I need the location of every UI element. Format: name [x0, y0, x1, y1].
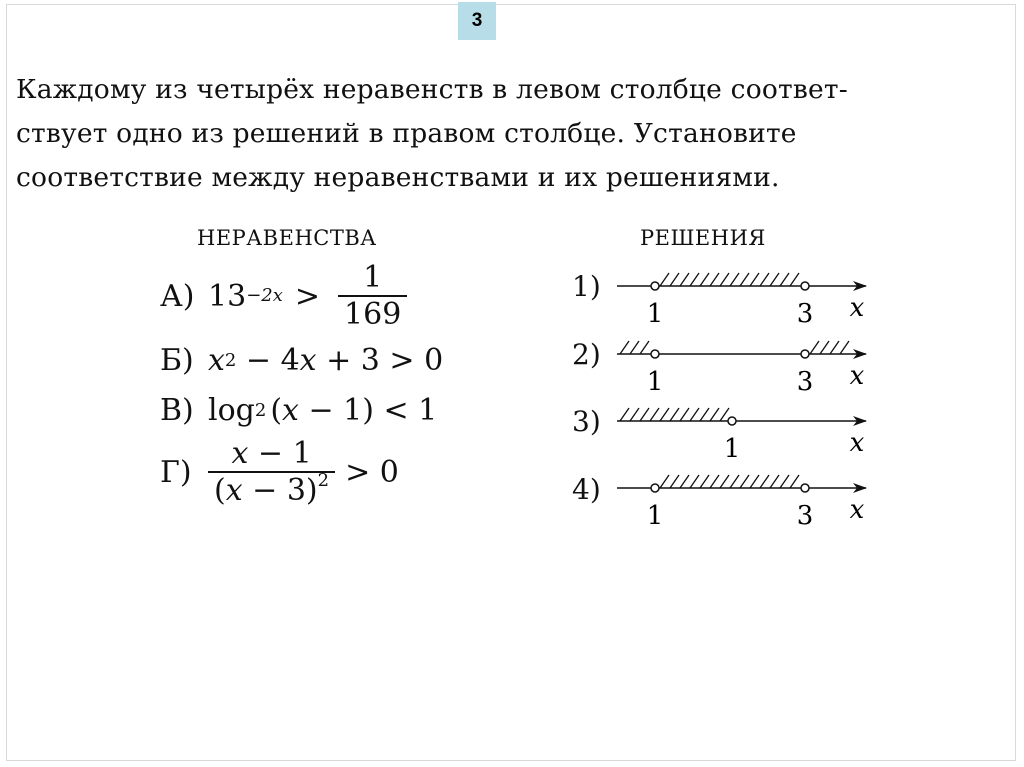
task-line: соответствие между неравенствами и их решениями.: [16, 162, 780, 193]
inequalities-header: НЕРАВЕНСТВА: [197, 226, 377, 250]
hatching: [660, 273, 799, 286]
tick-label: 1: [646, 501, 664, 531]
inequality-label: В): [160, 393, 194, 428]
solution-label-2: 2): [572, 338, 601, 371]
open-point: [651, 350, 659, 358]
open-point: [801, 484, 809, 492]
open-point: [728, 417, 736, 425]
variable: x: [299, 343, 317, 378]
expression-part: − 4: [236, 343, 300, 378]
number-line-4: [617, 475, 866, 531]
tick-label: 1: [646, 299, 664, 329]
number-line-1: [617, 273, 866, 329]
axis-label: x: [849, 293, 865, 323]
tick-label: 3: [796, 367, 814, 397]
expression-part: − 1: [248, 436, 312, 471]
axis-label: x: [849, 428, 865, 458]
inequality-a: А) 13 −2x > $\frac{1}{169}$: [160, 262, 413, 330]
denominator: 169: [338, 295, 407, 331]
expression-part: + 3 > 0: [316, 343, 444, 378]
open-point: [801, 282, 809, 290]
axis-label: x: [849, 495, 865, 525]
inequality-label: А): [160, 278, 195, 314]
sign: >: [294, 278, 321, 314]
expression-part: < 1: [373, 393, 438, 428]
expression-part: (: [214, 472, 226, 508]
number-line-3: [617, 408, 866, 464]
solutions-header: РЕШЕНИЯ: [640, 226, 766, 250]
task-line: ствует одно из решений в правом столбце. Установите: [16, 118, 797, 149]
slide-number-badge: 3: [458, 2, 496, 40]
tick-label: 3: [796, 299, 814, 329]
base: 13: [208, 278, 247, 314]
expression-part: − 3): [242, 472, 318, 508]
expression-part: > 0: [345, 454, 399, 490]
variable: x: [282, 393, 299, 428]
open-point: [801, 350, 809, 358]
open-point: [651, 484, 659, 492]
solution-label-3: 3): [572, 405, 601, 438]
expression-part: − 1): [298, 393, 374, 428]
hatching: [620, 408, 729, 421]
function-name: log: [208, 393, 255, 428]
inequality-label: Б): [160, 343, 194, 378]
inequality-c: В) log 2 ( x − 1) < 1: [160, 393, 438, 428]
task-line: Каждому из четырёх неравенств в левом столбце соответ-: [16, 74, 848, 105]
power: 2: [317, 469, 330, 491]
tick-label: 1: [723, 434, 741, 464]
variable: x: [208, 343, 225, 378]
expression-part: (: [270, 393, 283, 428]
solution-label-1: 1): [572, 270, 601, 303]
variable: x: [231, 436, 249, 471]
hatching: [660, 475, 799, 488]
inequality-b: Б) x 2 − 4 x + 3 > 0: [160, 343, 444, 378]
inequality-label: Г): [160, 454, 192, 490]
variable: x: [225, 472, 243, 508]
number-line-2: [617, 341, 866, 397]
tick-label: 3: [796, 501, 814, 531]
solution-label-4: 4): [572, 473, 601, 506]
axis-label: x: [849, 361, 865, 391]
numerator: 1: [363, 260, 383, 295]
open-point: [651, 282, 659, 290]
tick-label: 1: [646, 367, 664, 397]
